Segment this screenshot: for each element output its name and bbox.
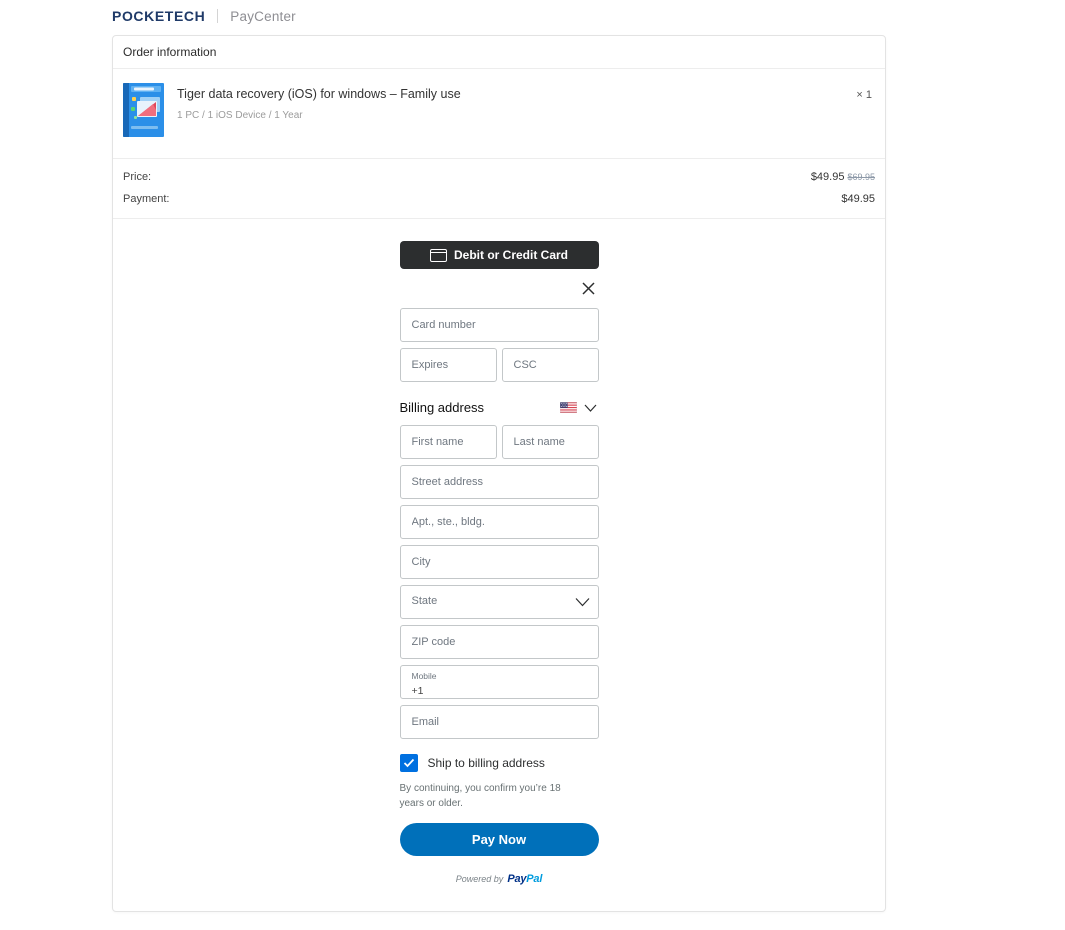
price-label: Price: bbox=[123, 171, 152, 183]
close-button[interactable] bbox=[581, 281, 596, 296]
product-image bbox=[123, 83, 164, 137]
product-quantity: × 1 bbox=[856, 89, 872, 101]
product-title: Tiger data recovery (iOS) for windows – Family use bbox=[177, 87, 461, 101]
pay-now-button[interactable]: Pay Now bbox=[400, 823, 599, 856]
billing-address-title: Billing address bbox=[399, 400, 485, 415]
ship-to-billing-row[interactable] bbox=[400, 754, 599, 772]
price-original: $69.95 bbox=[847, 172, 875, 182]
billing-address-header bbox=[400, 400, 599, 415]
debit-credit-card-label: Debit or Credit Card bbox=[453, 248, 568, 262]
payment-area bbox=[113, 219, 885, 911]
state-select-input[interactable] bbox=[400, 585, 599, 619]
top-bar bbox=[0, 0, 1065, 30]
first-name-input[interactable] bbox=[400, 425, 497, 459]
ship-checkbox-label: Ship to billing address bbox=[427, 756, 545, 770]
email-input[interactable] bbox=[400, 705, 599, 739]
mobile-input[interactable] bbox=[412, 684, 587, 697]
checkout-column bbox=[400, 241, 599, 885]
card-number-input[interactable] bbox=[400, 308, 599, 342]
paypal-logo: PayPal bbox=[507, 873, 543, 885]
credit-card-icon bbox=[430, 249, 447, 262]
country-selector[interactable] bbox=[560, 402, 599, 413]
logo-divider bbox=[217, 9, 218, 23]
debit-credit-card-button[interactable] bbox=[400, 241, 599, 269]
age-disclaimer: By continuing, you confirm you’re 18 years or older. bbox=[399, 783, 561, 809]
price-row bbox=[123, 171, 875, 183]
close-icon bbox=[581, 281, 596, 296]
price-current: $49.95 bbox=[810, 171, 845, 183]
product-info bbox=[177, 83, 461, 121]
product-row bbox=[113, 69, 885, 159]
chevron-down-icon bbox=[584, 404, 597, 412]
mobile-field[interactable] bbox=[400, 665, 599, 699]
name-row bbox=[400, 425, 599, 465]
powered-by-label: Powered by bbox=[455, 874, 504, 884]
powered-by-paypal bbox=[400, 873, 599, 885]
last-name-input[interactable] bbox=[502, 425, 599, 459]
expires-input[interactable] bbox=[400, 348, 497, 382]
check-icon bbox=[403, 758, 415, 768]
street-address-input[interactable] bbox=[400, 465, 599, 499]
order-section-title: Order information bbox=[123, 45, 217, 59]
payment-row bbox=[123, 193, 875, 205]
close-row bbox=[400, 281, 596, 296]
expiry-csc-row bbox=[400, 348, 599, 388]
us-flag-icon bbox=[560, 402, 577, 413]
order-section-header bbox=[113, 36, 885, 69]
csc-input[interactable] bbox=[502, 348, 599, 382]
ship-checkbox[interactable] bbox=[400, 754, 418, 772]
product-subtitle: 1 PC / 1 iOS Device / 1 Year bbox=[177, 110, 303, 121]
payment-value: $49.95 bbox=[841, 193, 875, 205]
order-card bbox=[112, 35, 886, 912]
state-select[interactable] bbox=[400, 585, 599, 619]
paycenter-label: PayCenter bbox=[230, 8, 296, 24]
state-placeholder: State bbox=[411, 595, 438, 608]
mobile-label: Mobile bbox=[411, 671, 437, 681]
city-input[interactable] bbox=[400, 545, 599, 579]
apt-suite-input[interactable] bbox=[400, 505, 599, 539]
zip-code-input[interactable] bbox=[400, 625, 599, 659]
price-values bbox=[811, 171, 875, 183]
totals-section bbox=[113, 159, 885, 219]
payment-label: Payment: bbox=[123, 193, 170, 205]
brand-logo: POCKETECH bbox=[112, 8, 206, 24]
